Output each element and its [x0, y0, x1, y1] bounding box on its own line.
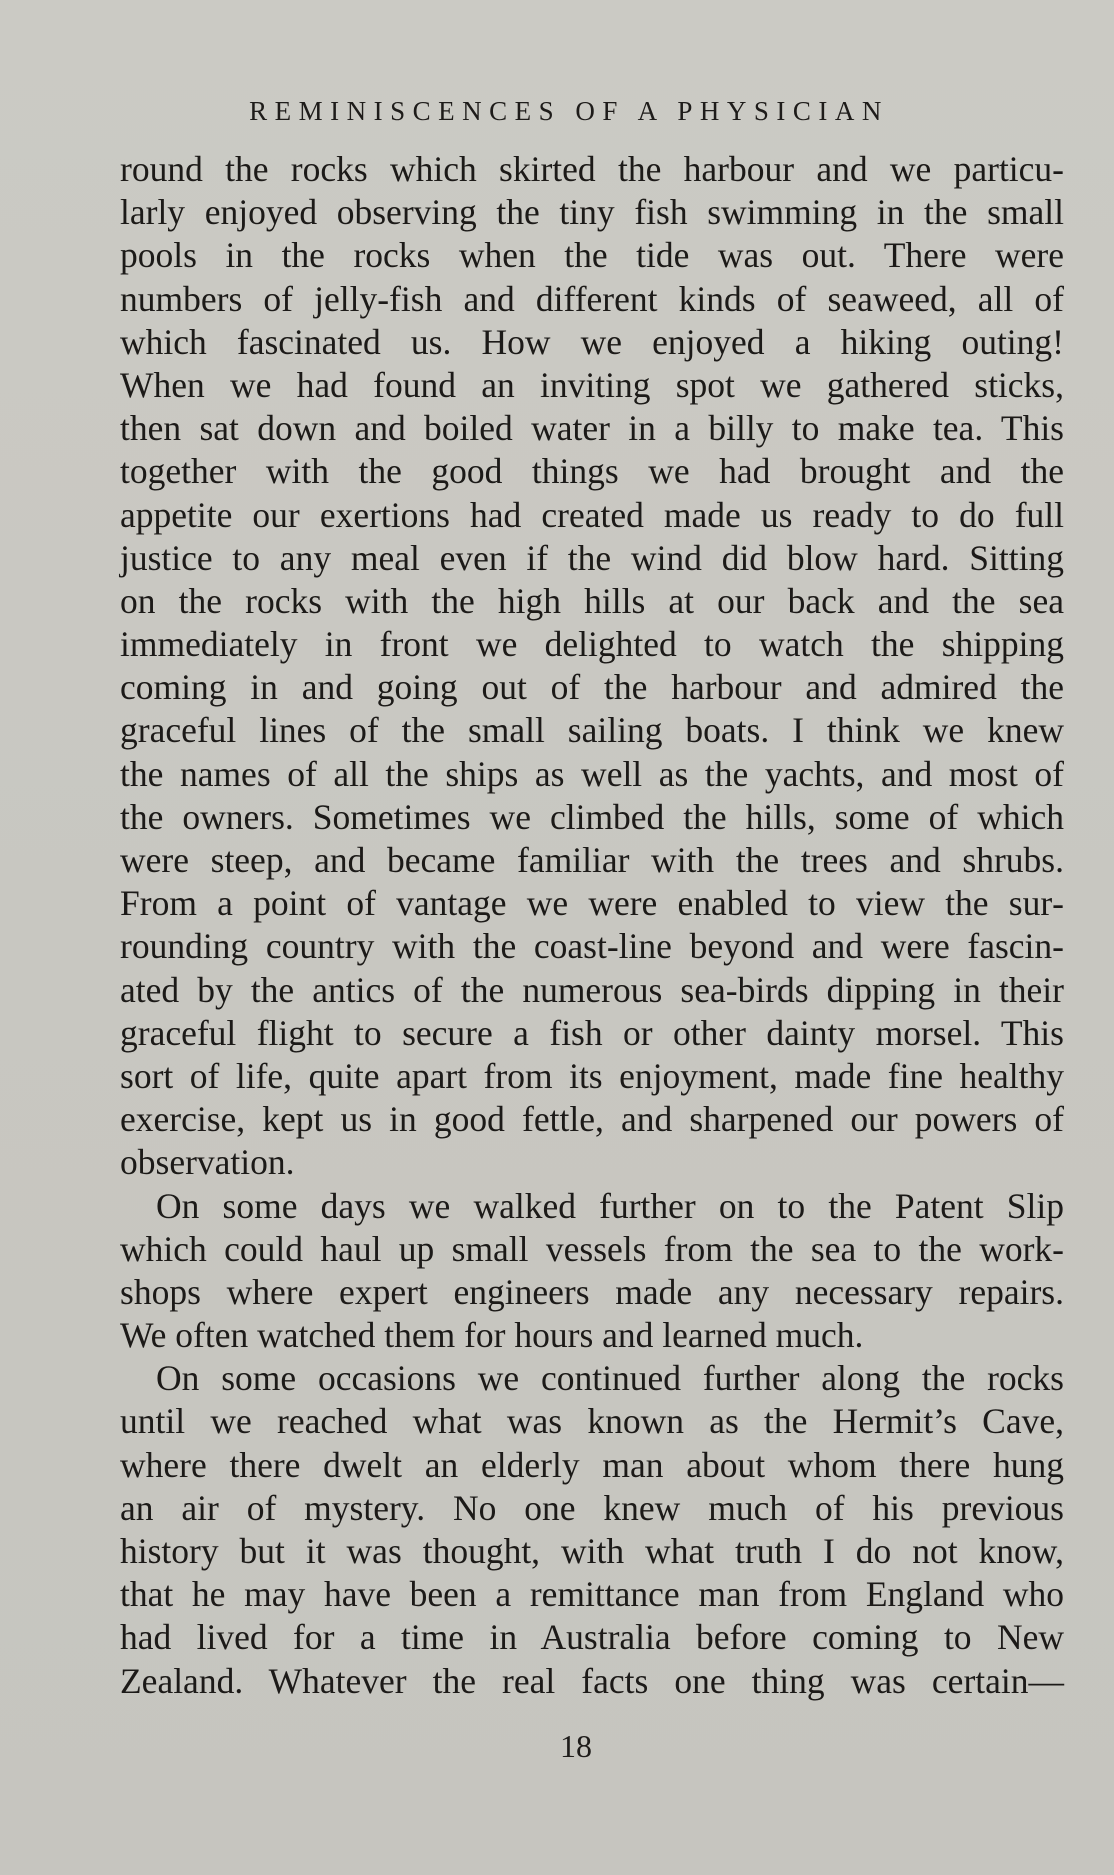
text-line: rounding country with the coast‐line beyond and were fascin‐: [120, 926, 1064, 967]
text-line: exercise, kept us in good fettle, and sharpened our powers of: [120, 1099, 1064, 1140]
text-line: shops where expert engineers made any necessary repairs.: [120, 1271, 1064, 1312]
text-line: together with the good things we had brought and the: [120, 451, 1064, 492]
text-line: sort of life, quite apart from its enjoyment, made fine healthy: [120, 1055, 1064, 1096]
text-line: the owners. Sometimes we climbed the hills, some of which: [120, 796, 1064, 837]
text-line: On some days we walked further on to the Patent Slip: [156, 1185, 1064, 1226]
text-line: which fascinated us. How we enjoyed a hiking outing!: [120, 321, 1064, 362]
paragraph: [120, 148, 1064, 1185]
text-line: Zealand. Whatever the real facts one thing was certain—: [120, 1660, 1064, 1701]
text-line: that he may have been a remittance man from England who: [120, 1574, 1064, 1615]
text-line: were steep, and became familiar with the trees and shrubs.: [120, 840, 1064, 880]
text-line: appetite our exertions had created made us ready to do full: [120, 494, 1064, 535]
text-line: observation.: [120, 1142, 295, 1183]
text-line: ated by the antics of the numerous sea‐birds dipping in their: [120, 969, 1064, 1010]
text-line: had lived for a time in Australia before coming to New: [120, 1617, 1064, 1658]
text-line: pools in the rocks when the tide was out. There were: [120, 235, 1064, 276]
running-head: REMINISCENCES OF A PHYSICIAN: [249, 96, 889, 126]
paragraph: [120, 1357, 1064, 1703]
text-line: justice to any meal even if the wind did blow hard. Sitting: [120, 537, 1064, 578]
text-line: immediately in front we delighted to watch the shipping: [120, 624, 1064, 665]
text-line: When we had found an inviting spot we gathered sticks,: [120, 364, 1064, 405]
text-line: the names of all the ships as well as the yachts, and most of: [120, 753, 1064, 794]
text-line: graceful lines of the small sailing boats. I think we knew: [120, 710, 1064, 751]
text-line: where there dwelt an elderly man about whom there hung: [120, 1444, 1064, 1485]
text-line: until we reached what was known as the Hermit’s Cave,: [120, 1401, 1064, 1442]
text-line: which could haul up small vessels from the sea to the work‐: [120, 1228, 1064, 1269]
text-line: graceful flight to secure a fish or other dainty morsel. This: [120, 1012, 1064, 1053]
text-line: round the rocks which skirted the harbour and we particu‐: [120, 149, 1064, 189]
text-line: numbers of jelly‐fish and different kinds of seaweed, all of: [120, 278, 1064, 319]
page-number: 18: [560, 1728, 592, 1764]
text-line: history but it was thought, with what truth I do not know,: [120, 1531, 1064, 1571]
text-line: From a point of vantage we were enabled to view the sur‐: [120, 883, 1064, 924]
text-line: then sat down and boiled water in a billy to make tea. This: [120, 408, 1064, 449]
text-line: coming in and going out of the harbour and admired the: [120, 667, 1064, 708]
body-text: [120, 148, 1064, 1703]
text-line: larly enjoyed observing the tiny fish swimming in the small: [120, 192, 1064, 233]
text-line: On some occasions we continued further along the rocks: [156, 1358, 1064, 1399]
text-line: We often watched them for hours and learned much.: [120, 1315, 864, 1356]
text-line: on the rocks with the high hills at our back and the sea: [120, 580, 1064, 621]
paragraph: [120, 1185, 1064, 1358]
text-line: an air of mystery. No one knew much of his previous: [120, 1487, 1064, 1528]
